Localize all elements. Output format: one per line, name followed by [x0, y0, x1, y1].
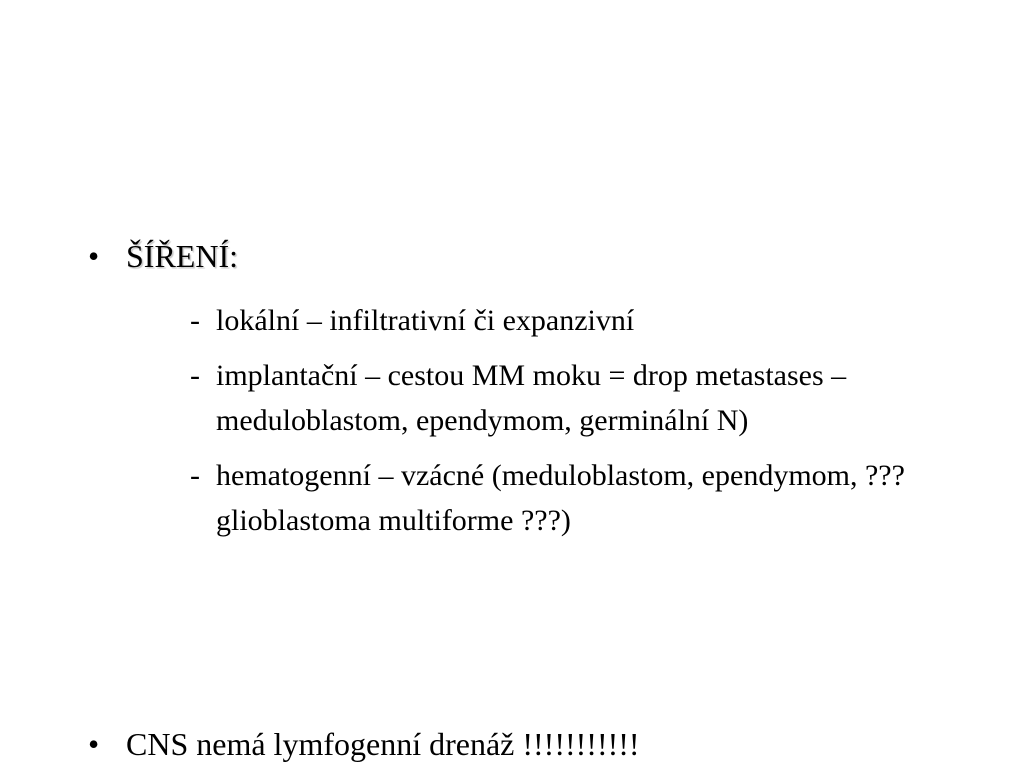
sub-item-marker: - — [190, 304, 200, 337]
sub-item-implantation — [190, 353, 910, 443]
bullet-marker: • — [88, 726, 100, 762]
bullet-cns — [88, 724, 640, 764]
sub-item-text: implantační – cestou MM moku = drop metastases – meduloblastom, ependymom, germinální N) — [216, 359, 847, 437]
sub-item-local — [190, 298, 910, 343]
sub-item-text: hematogenní – vzácné (meduloblastom, ependymom, ??? glioblastoma multiforme ???) — [216, 459, 905, 537]
bullet-spread — [88, 236, 238, 276]
sub-item-hematogenous — [190, 453, 910, 543]
spread-sub-list — [190, 298, 910, 553]
spread-heading: ŠÍŘENÍ: — [126, 238, 238, 274]
sub-item-marker: - — [190, 359, 200, 392]
bullet-marker: • — [88, 238, 100, 274]
cns-statement: CNS nemá lymfogenní drenáž !!!!!!!!!!! — [126, 726, 640, 762]
sub-item-marker: - — [190, 459, 200, 492]
sub-item-text: lokální – infiltrativní či expanzivní — [216, 304, 635, 337]
